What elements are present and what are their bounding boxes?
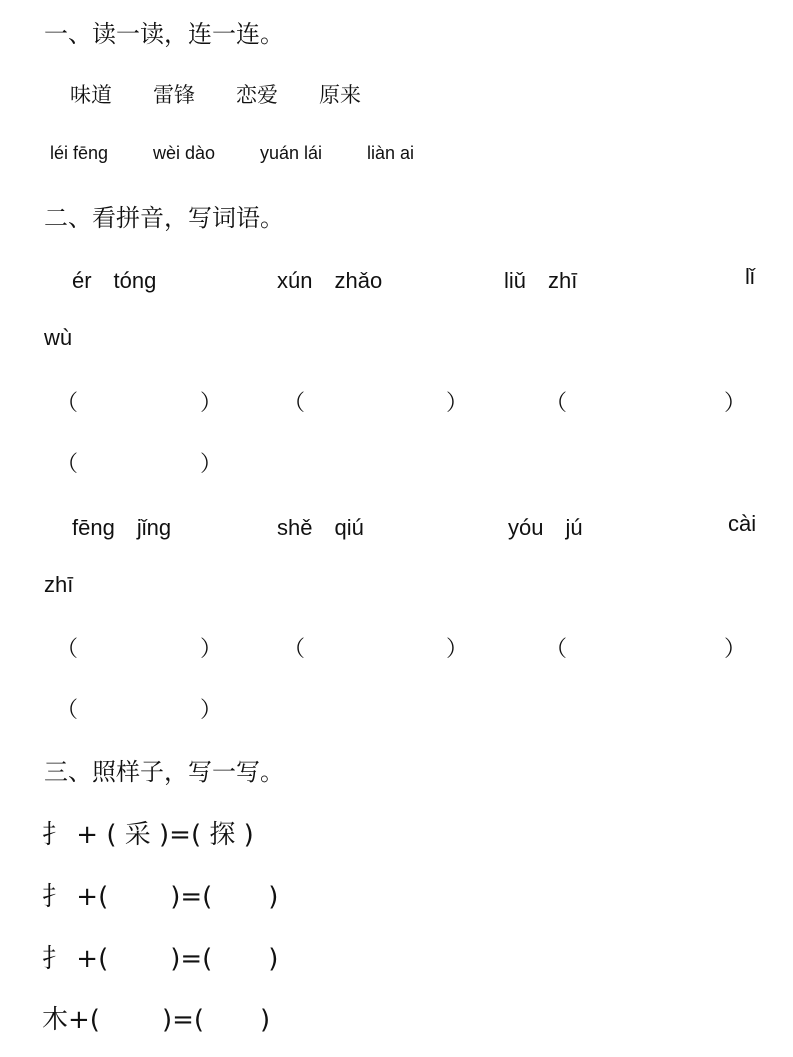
- radical: 木: [42, 1005, 69, 1035]
- pinyin-weidao: wèi dào: [153, 143, 216, 163]
- pinyin-sheqiu: shě qiú: [277, 515, 364, 540]
- component: 采: [116, 820, 160, 850]
- radical: 扌: [42, 820, 69, 850]
- answer-paren-open: （: [56, 637, 79, 662]
- answer-paren-open: （: [56, 452, 79, 477]
- pinyin-li: lǐ: [745, 264, 755, 289]
- plus-open: +(: [68, 944, 109, 974]
- radical: 扌: [42, 944, 69, 974]
- word-leifeng: 雷锋: [153, 83, 195, 107]
- radical: 扌: [42, 882, 69, 912]
- plus-open: +(: [68, 1005, 100, 1035]
- answer-paren-open: （: [283, 637, 306, 662]
- pinyin-youju: yóu jú: [508, 515, 583, 540]
- equals: )=(: [161, 1005, 205, 1035]
- answer-paren-close: ）: [446, 637, 469, 662]
- close-paren: ): [268, 882, 279, 912]
- equals: )=(: [159, 820, 202, 850]
- pinyin-yuanlai: yuán lái: [260, 143, 323, 163]
- answer-paren-close: ）: [200, 391, 223, 416]
- exercise-row: [42, 938, 278, 975]
- answer-paren-close: ）: [200, 452, 223, 477]
- pinyin-cai: cài: [728, 511, 757, 536]
- exercise-row: [42, 876, 278, 913]
- result-char: 探: [201, 820, 244, 850]
- answer-paren-open: （: [56, 698, 79, 723]
- answer-paren-close: ）: [724, 391, 747, 416]
- answer-paren-close: ）: [446, 391, 469, 416]
- answer-paren-close: ）: [200, 637, 223, 662]
- close-paren: ): [260, 1005, 271, 1035]
- plus-open: + (: [68, 820, 117, 850]
- answer-paren-close: ）: [724, 637, 747, 662]
- word-lianai: 恋爱: [236, 83, 278, 107]
- pinyin-fengjing: fēng jǐng: [72, 515, 172, 540]
- section2-heading: 二、看拼音，写词语。: [44, 204, 284, 232]
- pinyin-ertong: ér tóng: [72, 268, 157, 293]
- pinyin-leifeng: léi fēng: [50, 143, 109, 163]
- answer-paren-open: （: [545, 637, 568, 662]
- answer-paren-open: （: [283, 391, 306, 416]
- answer-paren-open: （: [545, 391, 568, 416]
- section3-heading: 三、照样子，写一写。: [44, 758, 284, 786]
- section1-heading: 一、读一读，连一连。: [44, 20, 284, 48]
- answer-paren-open: （: [56, 391, 79, 416]
- pinyin-wu: wù: [44, 325, 73, 350]
- close-paren: ): [268, 944, 279, 974]
- word-yuanlai: 原来: [319, 83, 361, 107]
- exercise-row: [42, 999, 270, 1036]
- equals: )=(: [170, 882, 213, 912]
- equals: )=(: [170, 944, 213, 974]
- pinyin-zhi: zhī: [44, 572, 74, 597]
- word-weidao: 味道: [70, 83, 112, 107]
- pinyin-xunzhao: xún zhǎo: [277, 268, 383, 293]
- plus-open: +(: [68, 882, 109, 912]
- pinyin-lianai: liàn ai: [367, 143, 415, 163]
- pinyin-liuzhi: liǔ zhī: [504, 268, 578, 293]
- answer-paren-close: ）: [200, 698, 223, 723]
- example-row: [42, 814, 254, 851]
- close-paren: ): [243, 820, 254, 850]
